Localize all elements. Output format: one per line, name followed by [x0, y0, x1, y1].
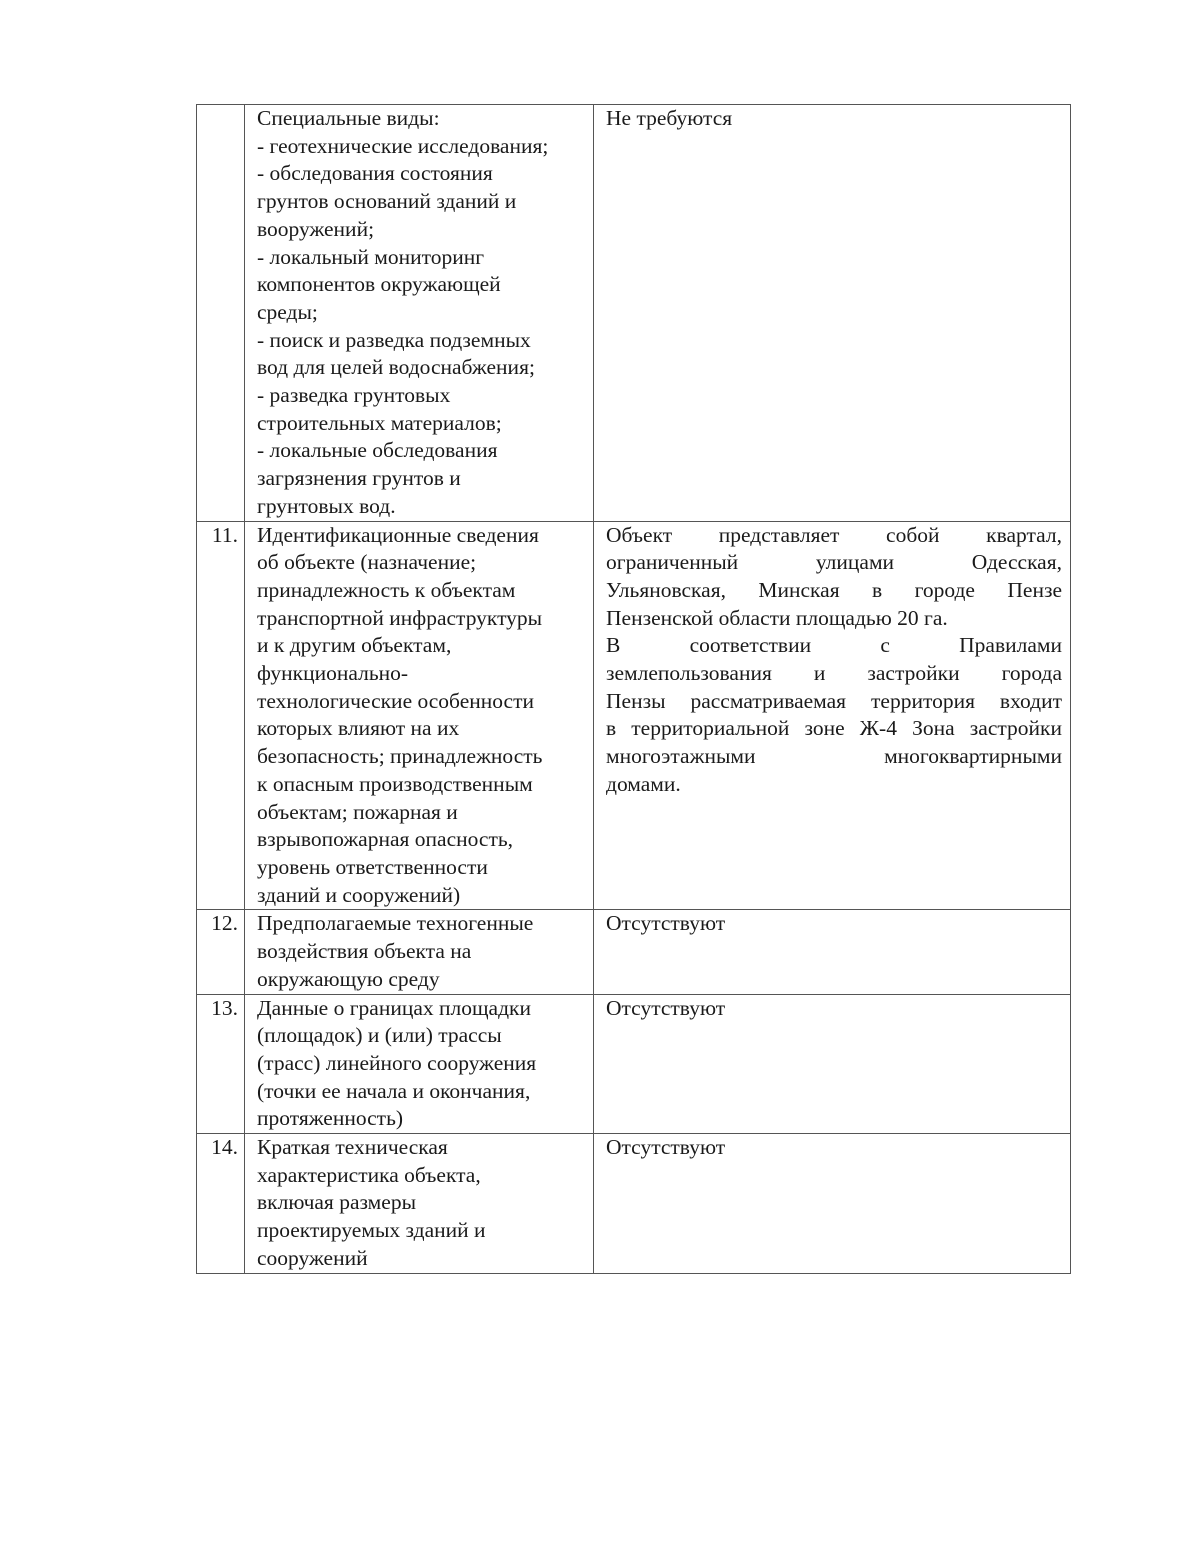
row-number: 11.	[197, 521, 245, 910]
table-row	[197, 1134, 1071, 1274]
table-row	[197, 994, 1071, 1134]
row-name-line: функционально-	[257, 661, 409, 686]
row-name-line: Краткая техническая	[257, 1135, 448, 1160]
row-number	[197, 105, 245, 522]
row-name-line: - геотехнические исследования;	[257, 133, 549, 158]
row-value-cell	[594, 910, 1071, 994]
row-name-line: Данные о границах площадки	[257, 995, 531, 1020]
row-name-line: окружающую среду	[257, 966, 440, 991]
row-value-text: Отсутствуют	[606, 911, 726, 936]
table-row	[197, 910, 1071, 994]
row-name-line: - разведка грунтовых	[257, 383, 451, 408]
row-name-line: безопасность; принадлежность	[257, 744, 543, 769]
row-name-cell	[245, 1134, 594, 1274]
row-name-cell	[245, 994, 594, 1134]
row-name-line: к опасным производственным	[257, 771, 533, 796]
row-name-line: (точки ее начала и окончания,	[257, 1078, 531, 1103]
row-name-line: характеристика объекта,	[257, 1162, 481, 1187]
row-value-cell	[594, 994, 1071, 1134]
row-name-line: (площадок) и (или) трассы	[257, 1023, 502, 1048]
row-name-line: - локальные обследования	[257, 438, 498, 463]
row-name-line: протяженность)	[257, 1106, 404, 1131]
row-value-cell	[594, 521, 1071, 910]
row-number: 12.	[197, 910, 245, 994]
row-name-line: технологические особенности	[257, 688, 535, 713]
row-value-line: Объект представляет собой квартал,	[606, 522, 1062, 547]
row-name-line: загрязнения грунтов и	[257, 466, 461, 491]
row-value-cell	[594, 105, 1071, 522]
row-name-line: вооружений;	[257, 216, 375, 241]
row-number: 13.	[197, 994, 245, 1134]
row-name-line: взрывопожарная опасность,	[257, 827, 514, 852]
table-row	[197, 521, 1071, 910]
row-name-line: строительных материалов;	[257, 410, 502, 435]
row-value-line: Ульяновская, Минская в городе Пензе	[606, 577, 1062, 602]
row-name-line: проектируемых зданий и	[257, 1218, 486, 1243]
row-value-line: Пензы рассматриваемая территория входит	[606, 688, 1062, 713]
row-name-line: среды;	[257, 299, 318, 324]
row-name-cell	[245, 910, 594, 994]
row-value-text: Отсутствуют	[606, 1135, 726, 1160]
row-value-text: Отсутствуют	[606, 995, 726, 1020]
row-value-line: землепользования и застройки города	[606, 661, 1062, 686]
row-value-cell	[594, 1134, 1071, 1274]
row-name-line: (трасс) линейного сооружения	[257, 1050, 537, 1075]
table-row	[197, 105, 1071, 522]
row-value-line: многоэтажными многоквартирными	[606, 744, 1062, 769]
row-name-line: Идентификационные сведения	[257, 522, 539, 547]
row-name-line: - локальный мониторинг	[257, 244, 485, 269]
row-value-line: В соответствии с Правилами	[606, 633, 1062, 658]
row-name-line: - обследования состояния	[257, 161, 493, 186]
row-name-cell	[245, 105, 594, 522]
row-name-line: об объекте (назначение;	[257, 550, 477, 575]
row-name-line: включая размеры	[257, 1190, 417, 1215]
row-value-text: Не требуются	[606, 106, 733, 130]
row-name-line: Специальные виды:	[257, 106, 440, 130]
row-name-line: вод для целей водоснабжения;	[257, 355, 535, 380]
row-value-line: в территориальной зоне Ж-4 Зона застройки	[606, 716, 1062, 741]
requirements-table	[196, 104, 1071, 1274]
row-value-line: домами.	[606, 771, 681, 796]
row-value-line: ограниченный улицами Одесская,	[606, 550, 1062, 575]
row-name-line: объектам; пожарная и	[257, 799, 458, 824]
row-name-line: которых влияют на их	[257, 716, 460, 741]
row-name-line: принадлежность к объектам	[257, 577, 516, 602]
row-value-line: Пензенской области площадью 20 га.	[606, 605, 948, 630]
row-name-line: и к другим объектам,	[257, 633, 452, 658]
row-name-line: транспортной инфраструктуры	[257, 605, 543, 630]
row-name-line: зданий и сооружений)	[257, 882, 461, 907]
row-name-line: воздействия объекта на	[257, 939, 472, 964]
row-name-line: - поиск и разведка подземных	[257, 327, 531, 352]
row-name-line: грунтовых вод.	[257, 493, 396, 518]
row-name-line: компонентов окружающей	[257, 272, 501, 297]
row-name-line: уровень ответственности	[257, 854, 488, 879]
row-name-line: грунтов оснований зданий и	[257, 189, 517, 214]
row-name-cell	[245, 521, 594, 910]
row-name-line: сооружений	[257, 1245, 368, 1270]
row-name-line: Предполагаемые техногенные	[257, 911, 534, 936]
row-number: 14.	[197, 1134, 245, 1274]
